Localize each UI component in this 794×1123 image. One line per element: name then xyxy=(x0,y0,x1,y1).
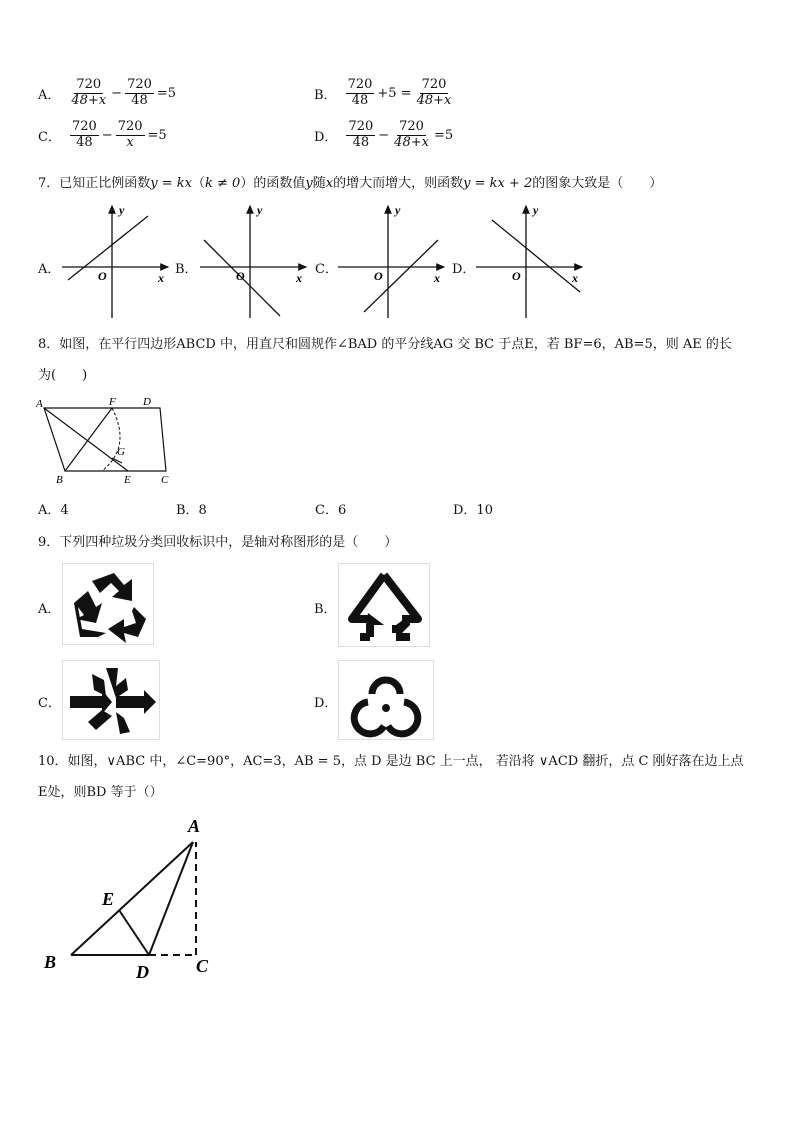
q9-recycle-symbol-a xyxy=(62,563,154,645)
x-axis-label: x xyxy=(572,271,578,285)
q7-label-d[interactable]: D． xyxy=(452,262,476,277)
q7-stem xyxy=(38,172,662,191)
point-label-e: E xyxy=(124,474,131,486)
q10-triangle-diagram xyxy=(40,810,220,985)
y-axis-label: y xyxy=(533,203,539,217)
y-axis-label: y xyxy=(257,203,263,217)
operator: − xyxy=(378,127,390,143)
q7-graph-a xyxy=(60,200,175,320)
origin-label: O xyxy=(98,269,107,283)
point-label-f: F xyxy=(109,396,116,408)
fraction xyxy=(415,78,454,109)
fraction xyxy=(346,120,375,151)
q8-option-d[interactable]: D．10 xyxy=(453,503,493,518)
option-label: A． xyxy=(38,87,61,103)
operator: − xyxy=(111,85,123,101)
denominator: 48+x xyxy=(416,92,452,108)
q10-stem-line2: E处，则BD 等于（） xyxy=(38,785,163,800)
point-label-g: G xyxy=(117,446,125,458)
numerator: 720 xyxy=(399,119,424,134)
denominator: 48 xyxy=(131,92,148,108)
numerator: 720 xyxy=(347,77,373,92)
point-label-d: D xyxy=(136,962,149,982)
q7-label-c[interactable]: C． xyxy=(315,262,338,277)
q8-stem-line1: 8．如图，在平行四边形ABCD 中，用直尺和圆规作∠BAD 的平分线AG 交 BC 于点E，若 BF=6，AB=5，则 AE 的长 xyxy=(38,337,732,352)
q6-option-c[interactable] xyxy=(38,120,167,151)
rhs: =5 xyxy=(147,127,167,143)
point-label-c: C xyxy=(161,474,169,486)
operator: − xyxy=(101,127,113,143)
rhs: =5 xyxy=(156,85,177,101)
y-axis-label: y xyxy=(395,203,401,217)
denominator: 48+x xyxy=(71,92,107,108)
formula: x xyxy=(325,176,334,191)
y-axis-label: y xyxy=(119,203,125,217)
numerator: 720 xyxy=(127,77,152,92)
q9-recycle-symbol-d xyxy=(338,660,434,740)
formula: k ≠ 0 xyxy=(205,176,241,191)
fraction xyxy=(125,78,154,109)
fraction xyxy=(69,78,108,109)
q9-stem: 9．下列四种垃圾分类回收标识中，是轴对称图形的是（ ） xyxy=(38,535,398,550)
x-axis-label: x xyxy=(434,271,440,285)
x-axis-label: x xyxy=(158,271,164,285)
point-label-d: D xyxy=(143,396,151,408)
formula: y = kx xyxy=(150,176,192,191)
denominator: 48+x xyxy=(394,134,429,150)
numerator: 720 xyxy=(71,119,97,134)
text: 7．已知正比例函数 xyxy=(38,176,151,191)
denominator: 48 xyxy=(352,134,370,150)
origin-label: O xyxy=(236,269,245,283)
q8-stem-line2: 为( ) xyxy=(38,368,88,383)
option-label: B． xyxy=(314,87,337,103)
q7-graph-d xyxy=(474,200,589,320)
q8-option-b[interactable]: B．8 xyxy=(176,503,207,518)
denominator: x xyxy=(126,134,134,150)
denominator: 48 xyxy=(351,92,369,108)
point-label-a: A xyxy=(36,398,43,410)
point-label-e: E xyxy=(102,889,115,909)
operator: +5 = xyxy=(377,85,412,101)
text: 的增大而增大，则函数 xyxy=(333,176,464,191)
origin-label: O xyxy=(374,269,383,283)
q9-recycle-symbol-b xyxy=(338,563,430,647)
q6-option-a[interactable] xyxy=(38,78,176,109)
q6-option-b[interactable] xyxy=(314,78,453,109)
q9-label-d[interactable]: D． xyxy=(314,696,338,711)
denominator: 48 xyxy=(76,134,93,150)
x-axis-label: x xyxy=(296,271,302,285)
q8-parallelogram-diagram xyxy=(32,392,182,487)
text: 的图象大致是（ ） xyxy=(532,176,663,191)
text: ）的函数值 xyxy=(240,176,306,191)
numerator: 720 xyxy=(348,119,374,134)
text: （ xyxy=(192,176,206,191)
numerator: 720 xyxy=(421,77,447,92)
point-label-c: C xyxy=(196,956,209,976)
option-label: C． xyxy=(38,129,61,145)
numerator: 720 xyxy=(117,119,143,134)
q7-label-b[interactable]: B． xyxy=(175,262,198,277)
numerator: 720 xyxy=(76,77,102,92)
point-label-a: A xyxy=(188,816,201,836)
q7-label-a[interactable]: A． xyxy=(38,262,61,277)
text: 随 xyxy=(312,176,326,191)
formula: y xyxy=(305,176,313,191)
q8-option-c[interactable]: C．6 xyxy=(315,503,347,518)
rhs: =5 xyxy=(433,127,454,143)
fraction xyxy=(116,120,145,151)
q10-stem-line1: 10．如图，∨ABC 中，∠C=90°，AC=3，AB = 5，点 D 是边 BC 上一点， 若沿将 ∨ACD 翻折，点 C 刚好落在边上点 xyxy=(38,754,744,769)
fraction xyxy=(392,120,431,151)
q9-label-b[interactable]: B． xyxy=(314,602,337,617)
point-label-b: B xyxy=(44,952,57,972)
q9-label-a[interactable]: A． xyxy=(38,602,61,617)
q6-option-d[interactable] xyxy=(314,120,453,151)
q9-recycle-symbol-c xyxy=(62,660,160,740)
option-label: D． xyxy=(314,129,338,145)
formula: y = kx + 2 xyxy=(463,176,533,191)
q7-graph-c xyxy=(336,200,451,320)
point-label-b: B xyxy=(56,474,63,486)
origin-label: O xyxy=(512,269,521,283)
q8-option-a[interactable]: A．4 xyxy=(38,503,69,518)
fraction xyxy=(346,78,375,109)
fraction xyxy=(70,120,99,151)
q9-label-c[interactable]: C． xyxy=(38,696,61,711)
q7-graph-b xyxy=(198,200,313,320)
